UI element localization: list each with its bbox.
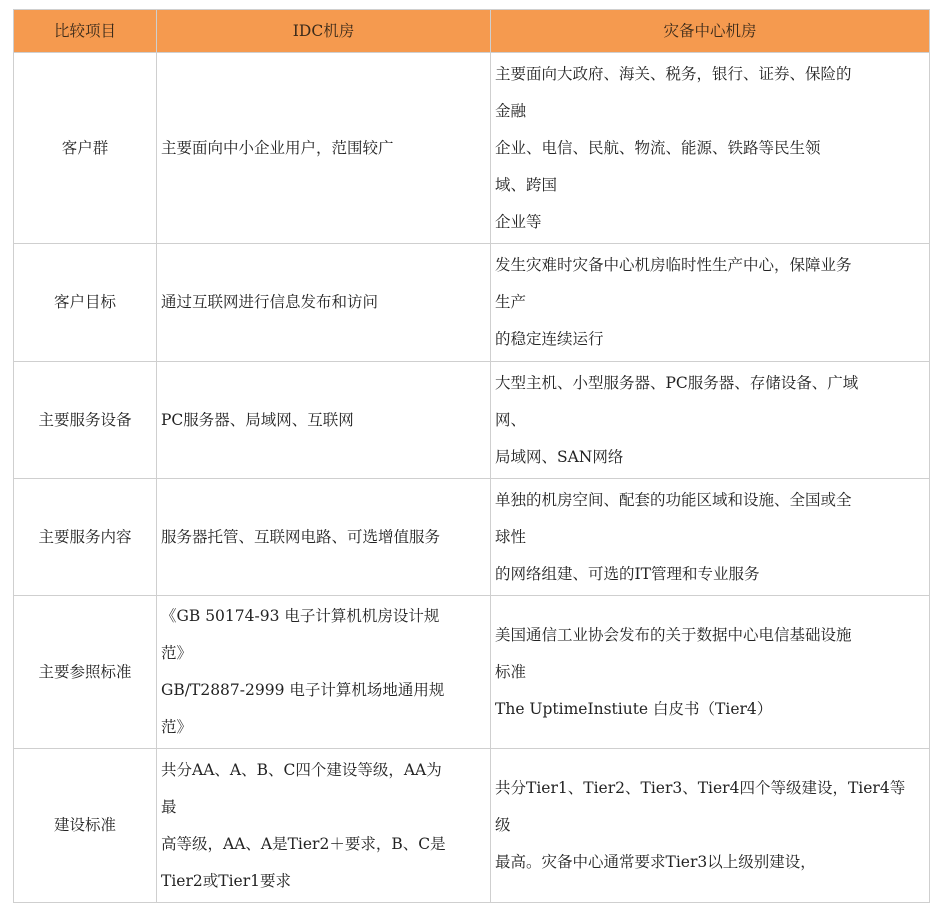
row-dr — [491, 362, 930, 479]
cell-line: 范》 — [161, 644, 193, 662]
row-idc — [157, 596, 491, 749]
cell-line: 共分AA、A、B、C四个建设等级，AA为 — [161, 760, 442, 779]
row-dr — [491, 749, 930, 903]
row-item: 客户群 — [14, 53, 157, 244]
cell-line: 服务器托管、互联网电路、可选增值服务 — [161, 527, 441, 546]
cell-line: 局域网、SAN网络 — [495, 447, 624, 466]
cell-line: 发生灾难时灾备中心机房临时性生产中心，保障业务 — [495, 256, 852, 274]
header-idc: IDC机房 — [157, 10, 491, 53]
row-item: 建设标准 — [14, 749, 157, 903]
row-idc — [157, 244, 491, 362]
cell-line: The UptimeInstiute 白皮书（Tier4） — [495, 699, 773, 718]
cell-line: 《GB 50174-93 电子计算机机房设计规 — [161, 607, 440, 625]
cell-line: PC服务器、局域网、互联网 — [161, 410, 354, 429]
comparison-table — [13, 9, 930, 903]
row-item: 主要服务设备 — [14, 362, 157, 479]
cell-line: 金融 — [495, 101, 527, 120]
cell-line: 单独的机房空间、配套的功能区域和设施、全国或全 — [495, 490, 852, 509]
table-row — [14, 362, 930, 479]
table-row — [14, 596, 930, 749]
header-row — [14, 10, 930, 53]
row-item: 客户目标 — [14, 244, 157, 362]
cell-line: 标准 — [495, 662, 527, 681]
table-row — [14, 749, 930, 903]
cell-line: 的稳定连续运行 — [495, 330, 604, 348]
cell-line: 的网络组建、可选的IT管理和专业服务 — [495, 564, 760, 583]
row-idc — [157, 749, 491, 903]
header-item: 比较项目 — [14, 10, 157, 53]
cell-line: GB/T2887-2999 电子计算机场地通用规 — [161, 681, 445, 699]
cell-line: 球性 — [495, 527, 527, 546]
row-dr — [491, 53, 930, 244]
table-row — [14, 479, 930, 596]
row-dr — [491, 479, 930, 596]
row-item: 主要服务内容 — [14, 479, 157, 596]
row-dr — [491, 596, 930, 749]
header-dr: 灾备中心机房 — [491, 10, 930, 53]
row-item: 主要参照标准 — [14, 596, 157, 749]
cell-line: 高等级，AA、A是Tier2＋要求，B、C是 — [161, 834, 446, 853]
cell-line: 最高。灾备中心通常要求Tier3以上级别建设， — [495, 853, 816, 871]
row-idc — [157, 53, 491, 244]
cell-line: 级 — [495, 816, 511, 834]
table-row — [14, 53, 930, 244]
comparison-table-container — [13, 9, 929, 903]
cell-line: 主要面向大政府、海关、税务，银行、证券、保险的 — [495, 64, 852, 83]
cell-line: 域、跨国 — [495, 175, 558, 194]
row-idc — [157, 362, 491, 479]
cell-line: 生产 — [495, 293, 527, 311]
cell-line: 范》 — [161, 718, 193, 736]
table-row — [14, 244, 930, 362]
cell-line: 最 — [161, 797, 177, 816]
cell-line: 企业等 — [495, 212, 542, 231]
row-dr — [491, 244, 930, 362]
cell-line: 主要面向中小企业用户，范围较广 — [161, 138, 394, 157]
cell-line: 通过互联网进行信息发布和访问 — [161, 293, 379, 311]
cell-line: 企业、电信、民航、物流、能源、铁路等民生领 — [495, 138, 821, 157]
cell-line: 网、 — [495, 410, 527, 429]
row-idc — [157, 479, 491, 596]
cell-line: Tier2或Tier1要求 — [161, 871, 291, 890]
cell-line: 美国通信工业协会发布的关于数据中心电信基础设施 — [495, 625, 852, 644]
cell-line: 大型主机、小型服务器、PC服务器、存储设备、广域 — [495, 373, 859, 392]
cell-line: 共分Tier1、Tier2、Tier3、Tier4四个等级建设，Tier4等 — [495, 779, 906, 797]
